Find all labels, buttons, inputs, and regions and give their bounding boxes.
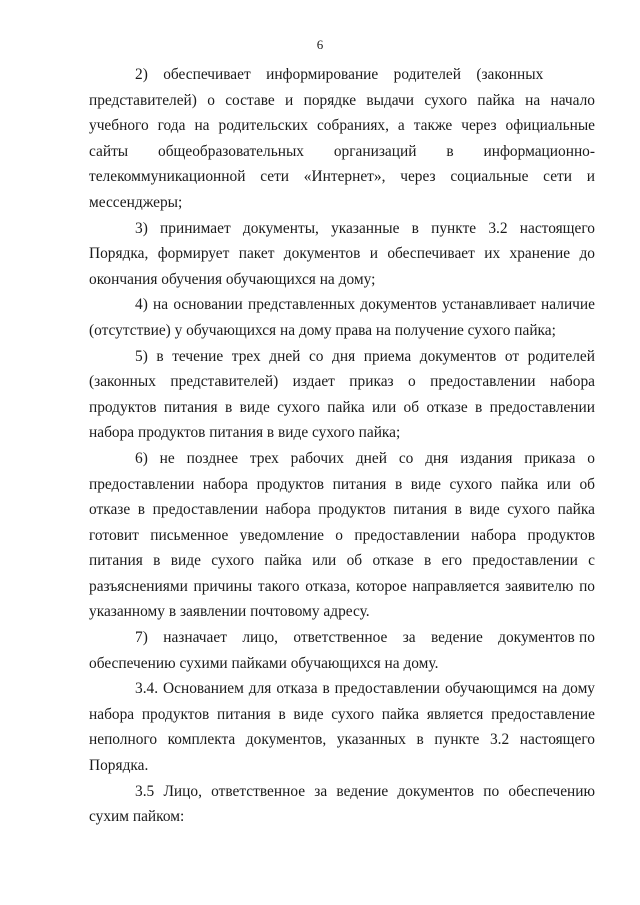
paragraph-item-6-notification: 6) не позднее трех рабочих дней со дня издания приказа о предоставлении набора продуктов питания в виде сухого пайка или об отказе в предоставлении набора продуктов питания в виде сухого пайка готовит письменное уведомление о предоставлении набора продуктов питания в виде сухого пайка или об отказе в его предоставлении с разъяснениями причины такого отказа, которое направляется заявителю по указанному в заявлении почтовому адресу. [89,449,595,621]
paragraph-item-4-establish-right: 4) на основании представленных документов устанавливает наличие (отсутствие) у обучающихся на дому права на получение сухого пайка; [89,296,595,339]
paragraph-3-4-refusal-grounds: 3.4. Основанием для отказа в предоставлении обучающимся на дому набора продуктов питания в виде сухого пайка является предоставление неполного комплекта документов, указанных в пункте 3.2 настоящего Порядка. [89,680,595,775]
paragraph-item-2-informing: 2) обеспечивает информирование родителей (законных представителей) о составе и порядке выдачи сухого пайка на начало учебного года на родительских собраниях, а также через официальные сайты общеобразовательных организаций в информационно-телекоммуникационной сети «Интернет», через социальные сети и мессенджеры; [89,66,595,211]
page-number: 6 [316,37,324,52]
paragraph-3-5-responsible-person: 3.5 Лицо, ответственное за ведение документов по обеспечению сухим пайком: [89,782,595,826]
paragraph-item-5-issue-order: 5) в течение трех дней со дня приема документов от родителей (законных представителей) издает приказ о предоставлении набора продуктов питания в виде сухого пайка или об отказе в предоставлении набора продуктов питания в виде сухого пайка; [89,347,595,442]
paragraph-item-7-appoint-person: 7) назначает лицо, ответственное за ведение документов по обеспечению сухими пайками обучающихся на дому. [89,629,595,672]
paragraph-item-3-accept-documents: 3) принимает документы, указанные в пункте 3.2 настоящего Порядка, формирует пакет документов и обеспечивает их хранение до окончания обучения обучающихся на дому; [89,219,595,288]
document-body [89,62,595,830]
